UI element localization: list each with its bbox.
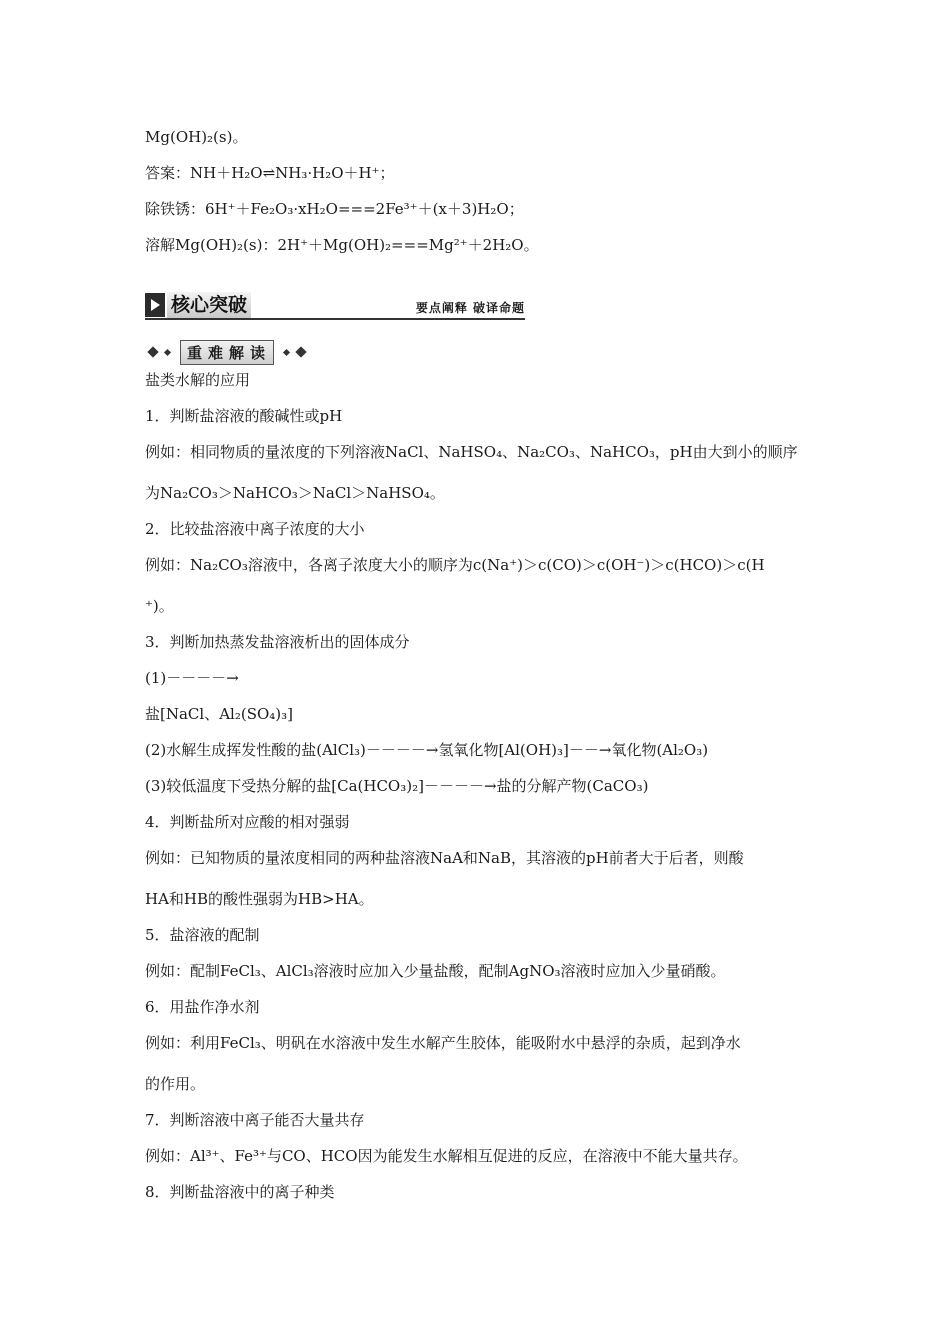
banner-title: 核心突破 [167, 292, 251, 318]
text-line: Mg(OH)₂(s)。 [145, 128, 248, 146]
text-line: (3)较低温度下受热分解的盐[Ca(HCO₃)₂]－－－－→盐的分解产物(CaCO₃) [145, 777, 649, 795]
text-line: (1)－－－－→ [145, 669, 239, 687]
text-line: 为Na₂CO₃＞NaHCO₃＞NaCl＞NaHSO₄。 [145, 484, 445, 502]
diamond-icon [295, 346, 306, 357]
item-heading: 4．判断盐所对应酸的相对强弱 [145, 813, 350, 831]
diamond-icon [147, 346, 158, 357]
text-line: 除铁锈：6H⁺＋Fe₂O₃·xH₂O===2Fe³⁺＋(x＋3)H₂O； [145, 200, 524, 218]
text-line: HA和HB的酸性强弱为HB>HA。 [145, 890, 374, 908]
text-line: 溶解Mg(OH)₂(s)：2H⁺＋Mg(OH)₂===Mg²⁺＋2H₂O。 [145, 236, 539, 254]
text-line: 例如：利用FeCl₃、明矾在水溶液中发生水解产生胶体，能吸附水中悬浮的杂质，起到净水 [145, 1034, 741, 1052]
item-heading: 5．盐溶液的配制 [145, 926, 260, 944]
banner-rule [145, 318, 525, 320]
text-line: 盐[NaCl、Al₂(SO₄)₃] [145, 705, 293, 723]
text-line: 答案：NH＋H₂O⇌NH₃·H₂O＋H⁺； [145, 164, 395, 182]
item-heading: 7．判断溶液中离子能否大量共存 [145, 1111, 365, 1129]
text-line: 例如：配制FeCl₃、AlCl₃溶液时应加入少量盐酸，配制AgNO₃溶液时应加入少量硝酸。 [145, 962, 726, 980]
text-line: (2)水解生成挥发性酸的盐(AlCl₃)－－－－→氢氧化物[Al(OH)₃]－－→氧化物(Al₂O₃) [145, 741, 709, 759]
subheading [145, 342, 309, 362]
text-line: 例如：Al³⁺、Fe³⁺与CO、HCO因为能发生水解相互促进的反应，在溶液中不能大量共存。 [145, 1147, 748, 1165]
text-line: 例如：已知物质的量浓度相同的两种盐溶液NaA和NaB，其溶液的pH前者大于后者，则酸 [145, 849, 744, 867]
item-heading: 3．判断加热蒸发盐溶液析出的固体成分 [145, 633, 410, 651]
item-heading: 6．用盐作净水剂 [145, 998, 260, 1016]
play-triangle-icon [145, 293, 165, 317]
item-heading: 1．判断盐溶液的酸碱性或pH [145, 407, 343, 425]
section-title: 盐类水解的应用 [145, 371, 251, 389]
text-line: 例如：相同物质的量浓度的下列溶液NaCl、NaHSO₄、Na₂CO₃、NaHCO₃，pH由大到小的顺序 [145, 443, 798, 461]
item-heading: 2．比较盐溶液中离子浓度的大小 [145, 520, 365, 538]
section-banner [145, 291, 525, 321]
text-line: 的作用。 [145, 1075, 206, 1093]
item-heading: 8．判断盐溶液中的离子种类 [145, 1183, 335, 1201]
subheading-label: 重难解读 [180, 340, 274, 365]
diamond-icon [164, 348, 171, 355]
diamond-icon [283, 348, 290, 355]
text-line: 例如：Na₂CO₃溶液中，各离子浓度大小的顺序为c(Na⁺)＞c(CO)＞c(OH⁻)＞c(HCO)＞c(H [145, 556, 765, 574]
text-line: ⁺)。 [145, 597, 174, 615]
banner-subtitle: 要点阐释 破译命题 [415, 301, 525, 315]
